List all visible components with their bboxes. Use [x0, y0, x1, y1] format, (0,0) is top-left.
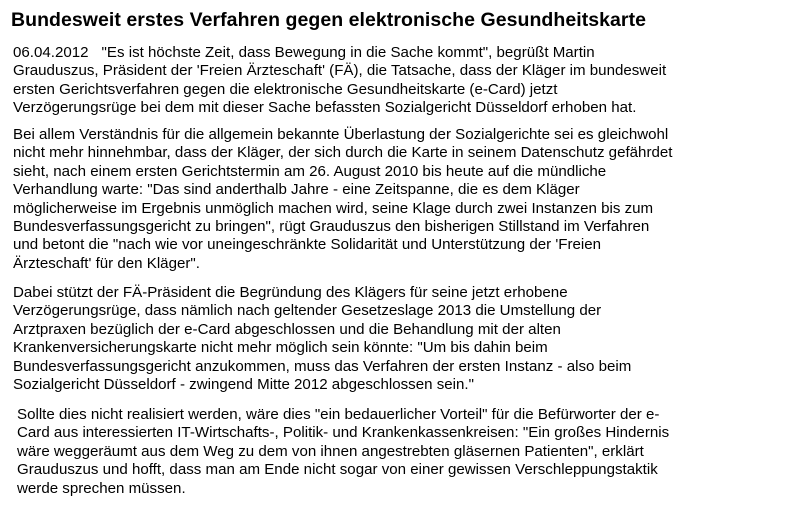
paragraph-line: Verzögerungsrüge, dass nämlich nach geltender Gesetzeslage 2013 die Umstellung der: [13, 302, 602, 320]
paragraph-line: Bei allem Verständnis für die allgemein bekannte Überlastung der Sozialgerichte sei es gleichwohl: [13, 126, 669, 143]
paragraph-line: möglicherweise im Ergebnis unmöglich machen wird, seine Klage durch zwei Instanzen bis zum: [13, 199, 654, 217]
paragraph-line: Dabei stützt der FÄ-Präsident die Begründung des Klägers für seine jetzt erhobene: [13, 284, 568, 301]
paragraph-line: ersten Gerichtsverfahren gegen die elektronische Gesundheitskarte (e-Card) jetzt: [13, 80, 558, 98]
paragraph-line: [13, 44, 769, 62]
paragraph-line: wäre weggeräumt aus dem Weg zu dem von ihnen angestrebten gläsernen Patienten", erklärt: [17, 442, 644, 460]
paragraph-line-text: "Es ist höchste Zeit, dass Bewegung in die Sache kommt", begrüßt Martin: [101, 44, 595, 61]
paragraph-line: Krankenversicherungskarte nicht mehr möglich sein könnte: "Um bis dahin beim: [13, 339, 548, 357]
paragraph-line: sieht, nach einem ersten Gerichtstermin am 26. August 2010 bis heute auf die mündliche: [13, 162, 607, 180]
paragraph-line: Bundesverfassungsgericht zu bringen", rügt Grauduszus den bisherigen Stillstand im Verfahren: [13, 218, 650, 236]
article-date: 06.04.2012: [13, 44, 89, 61]
paragraph-line: Grauduszus, Präsident der 'Freien Ärzteschaft' (FÄ), die Tatsache, dass der Kläger im bundesweit: [13, 62, 667, 80]
paragraph-line: Grauduszus und hofft, dass man am Ende nicht sogar von einer gewissen Verschleppungstaktik: [17, 461, 658, 479]
paragraph-line: Verzögerungsrüge bei dem mit dieser Sache befassten Sozialgericht Düsseldorf erhoben hat.: [13, 99, 637, 117]
article-paragraph-3: [13, 284, 769, 394]
article-paragraph-2: [13, 126, 769, 273]
paragraph-line: Verhandlung warte: "Das sind anderthalb Jahre - eine Zeitspanne, die es dem Kläger: [13, 181, 580, 199]
paragraph-line: werde sprechen müssen.: [17, 479, 186, 497]
paragraph-line: Sozialgericht Düsseldorf - zwingend Mitte 2012 abgeschlossen sein.": [13, 376, 474, 394]
paragraph-line: nicht mehr hinnehmbar, dass der Kläger, der sich durch die Karte in seinem Datenschutz gefährdet: [13, 144, 673, 162]
paragraph-line: Ärzteschaft' für den Kläger".: [13, 254, 200, 272]
article-paragraph-4: [17, 406, 769, 498]
paragraph-line: Card aus interessierten IT-Wirtschafts-, Politik- und Krankenkassenkreisen: "Ein großes Hindernis: [17, 424, 670, 442]
paragraph-line: und betont die "nach wie vor uneingeschränkte Solidarität und Unterstützung der 'Freien: [13, 236, 602, 254]
article-headline: Bundesweit erstes Verfahren gegen elektronische Gesundheitskarte: [11, 9, 647, 31]
paragraph-line: Sollte dies nicht realisiert werden, wäre dies "ein bedauerlicher Vorteil" für die Befürworter der e-: [17, 406, 660, 423]
article-paragraph-1: [13, 44, 769, 118]
paragraph-line: Bundesverfassungsgericht anzukommen, muss das Verfahren der ersten Instanz - also beim: [13, 357, 632, 375]
paragraph-line: Arztpraxen bezüglich der e-Card abgeschlossen und die Behandlung mit der alten: [13, 320, 561, 338]
